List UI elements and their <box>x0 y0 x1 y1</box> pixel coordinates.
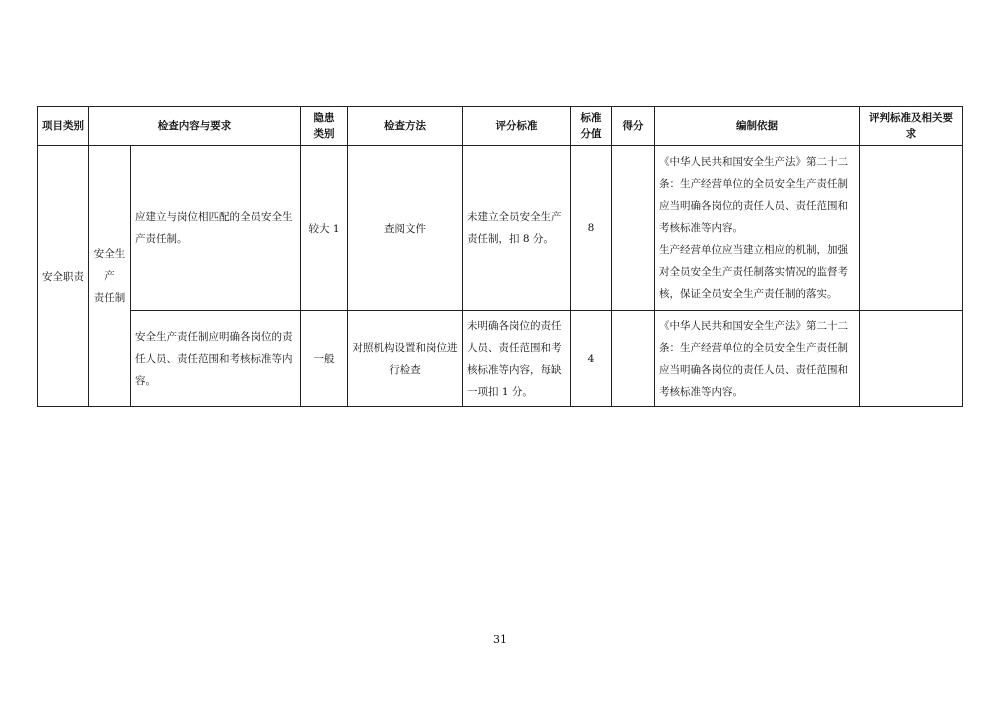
earned-cell <box>612 311 655 407</box>
header-standard: 评分标准 <box>463 107 571 146</box>
content-cell: 应建立与岗位相匹配的全员安全生产责任制。 <box>131 146 301 311</box>
table-row <box>38 146 963 311</box>
earned-cell <box>612 146 655 311</box>
header-hazard: 隐患 类别 <box>301 107 348 146</box>
hazard-cell: 一般 <box>301 311 348 407</box>
header-content: 检查内容与要求 <box>89 107 301 146</box>
page-number: 31 <box>493 633 507 646</box>
judgement-cell <box>860 146 963 311</box>
header-method: 检查方法 <box>348 107 463 146</box>
header-earned: 得分 <box>612 107 655 146</box>
category-cell: 安全职责 <box>38 146 89 407</box>
header-row <box>38 107 963 146</box>
basis-cell: 《中华人民共和国安全生产法》第二十二条：生产经营单位的全员安全生产责任制应当明确各岗位的责任人员、责任范围和考核标准等内容。 <box>655 311 860 407</box>
header-score: 标准 分值 <box>571 107 612 146</box>
judgement-cell <box>860 311 963 407</box>
basis-cell: 《中华人民共和国安全生产法》第二十二条：生产经营单位的全员安全生产责任制应当明确各岗位的责任人员、责任范围和考核标准等内容。 生产经营单位应当建立相应的机制，加强对全员安全生产责任制落实情况的监督考核，保证全员安全生产责任制的落实。 <box>655 146 860 311</box>
standard-cell: 未建立全员安全生产责任制，扣 8 分。 <box>463 146 571 311</box>
method-cell: 查阅文件 <box>348 146 463 311</box>
method-cell: 对照机构设置和岗位进行检查 <box>348 311 463 407</box>
subcategory-cell: 安全生 产 责任制 <box>89 146 131 407</box>
header-category: 项目类别 <box>38 107 89 146</box>
hazard-cell: 较大 1 <box>301 146 348 311</box>
header-basis: 编制依据 <box>655 107 860 146</box>
score-cell: 4 <box>571 311 612 407</box>
score-cell: 8 <box>571 146 612 311</box>
table-row <box>38 311 963 407</box>
header-judgement: 评判标准及相关要求 <box>860 107 963 146</box>
standard-cell: 未明确各岗位的责任人员、责任范围和考核标准等内容，每缺一项扣 1 分。 <box>463 311 571 407</box>
content-cell: 安全生产责任制应明确各岗位的责任人员、责任范围和考核标准等内容。 <box>131 311 301 407</box>
inspection-table <box>37 106 963 407</box>
